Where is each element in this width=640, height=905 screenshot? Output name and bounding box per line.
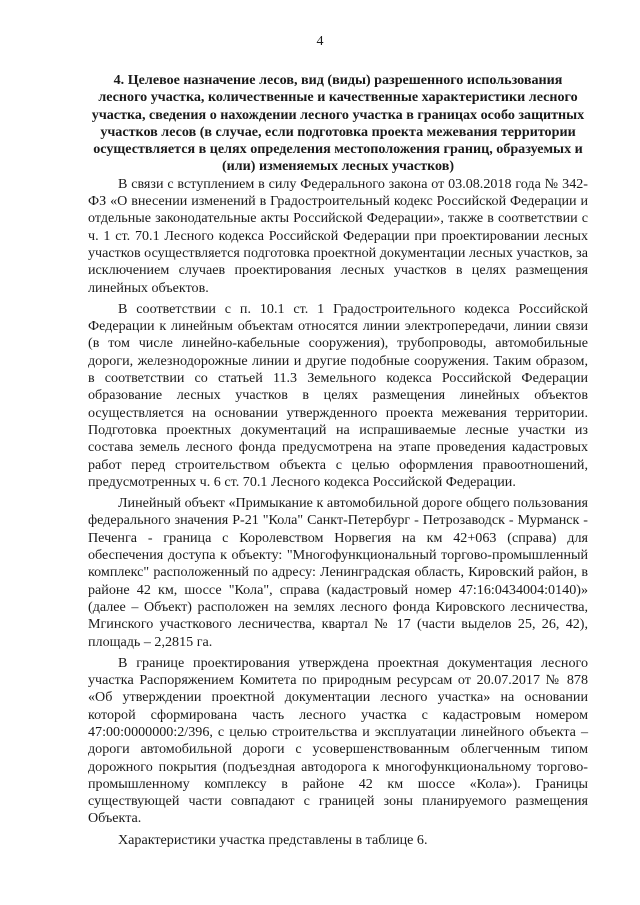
paragraph-federal-law: В связи с вступлением в силу Федерального закона от 03.08.2018 года № 342-ФЗ «О внесении изменений в Градостроительный кодекс Российской Федерации и отдельные законодательные акты Российской Федерации», также в соответствии с ч. 1 ст. 70.1 Лесного кодекса Российской Федерации при проектировании лесных участков осуществляется подготовка проектной документации лесных участков, за исключением случаев проектирования лесных участков в целях размещения линейных объектов. bbox=[88, 175, 588, 296]
page-number: 4 bbox=[316, 34, 324, 49]
paragraph-table-reference: Характеристики участка представлены в таблице 6. bbox=[118, 831, 428, 848]
paragraph-object-description: Линейный объект «Примыкание к автомобильной дороге общего пользования федерального значения Р-21 "Кола" Санкт-Петербург - Петрозаводск - Мурманск - Печенга - граница с Королевством Норвегия на км 42+063 (справа) для обеспечения доступа к объекту: "Многофункциональный торгово-промышленный комплекс" расположенный по адресу: Ленинградская область, Кировский район, в районе 42 км, шоссе "Кола", справа (кадастровый номер 47:16:0434004:0140)» (далее – Объект) расположен на землях лесного фонда Кировского лесничества, Мгинского участкового лесничества, квартал № 17 (части выделов 25, 26, 42), площадь – 2,2815 га. bbox=[88, 495, 588, 650]
section-heading: 4. Целевое назначение лесов, вид (виды) разрешенного использования лесного участка, количественные и качественные характеристики лесного участка, сведения о нахождении лесного участка в границах особо защитных участков лесов (в случае, если подготовка проекта межевания территории осуществляется в целях определения местоположения границ, образуемых и (или) изменяемых лесных участков) bbox=[91, 72, 585, 175]
paragraph-project-documentation: В границе проектирования утверждена проектная документация лесного участка Распоряжением Комитета по природным ресурсам от 20.07.2017 № 878 «Об утверждении проектной документации лесного участка» на основании которой сформирована часть лесного участка с кадастровым номером 47:00:0000000:2/396, с целью строительства и эксплуатации линейного объекта – дороги автомобильной дороги с усовершенствованным облегченным типом дорожного покрытия (подъездная автодорога к многофункциональному торгово-промышленному комплексу в районе 42 км шоссе «Кола»). Границы существующей части совпадают с границей зоны планируемого размещения Объекта. bbox=[88, 654, 588, 827]
page-content bbox=[88, 72, 588, 849]
paragraph-linear-objects: В соответствии с п. 10.1 ст. 1 Градостроительного кодекса Российской Федерации к линейным объектам относятся линии электропередачи, линии связи (в том числе линейно-кабельные сооружения), трубопроводы, автомобильные дороги, железнодорожные линии и другие подобные сооружения. Таким образом, в соответствии со статьей 11.3 Земельного кодекса Российской Федерации образование лесных участков в целях размещения линейных объектов осуществляется на основании утвержденного проекта межевания территории. Подготовка проектных документаций на испрашиваемые лесные участки из состава земель лесного фонда предусмотрена на этапе проведения кадастровых работ перед строительством объекта с целью оформления правоотношений, предусмотренных ч. 6 ст. 70.1 Лесного кодекса Российской Федерации. bbox=[88, 300, 588, 490]
